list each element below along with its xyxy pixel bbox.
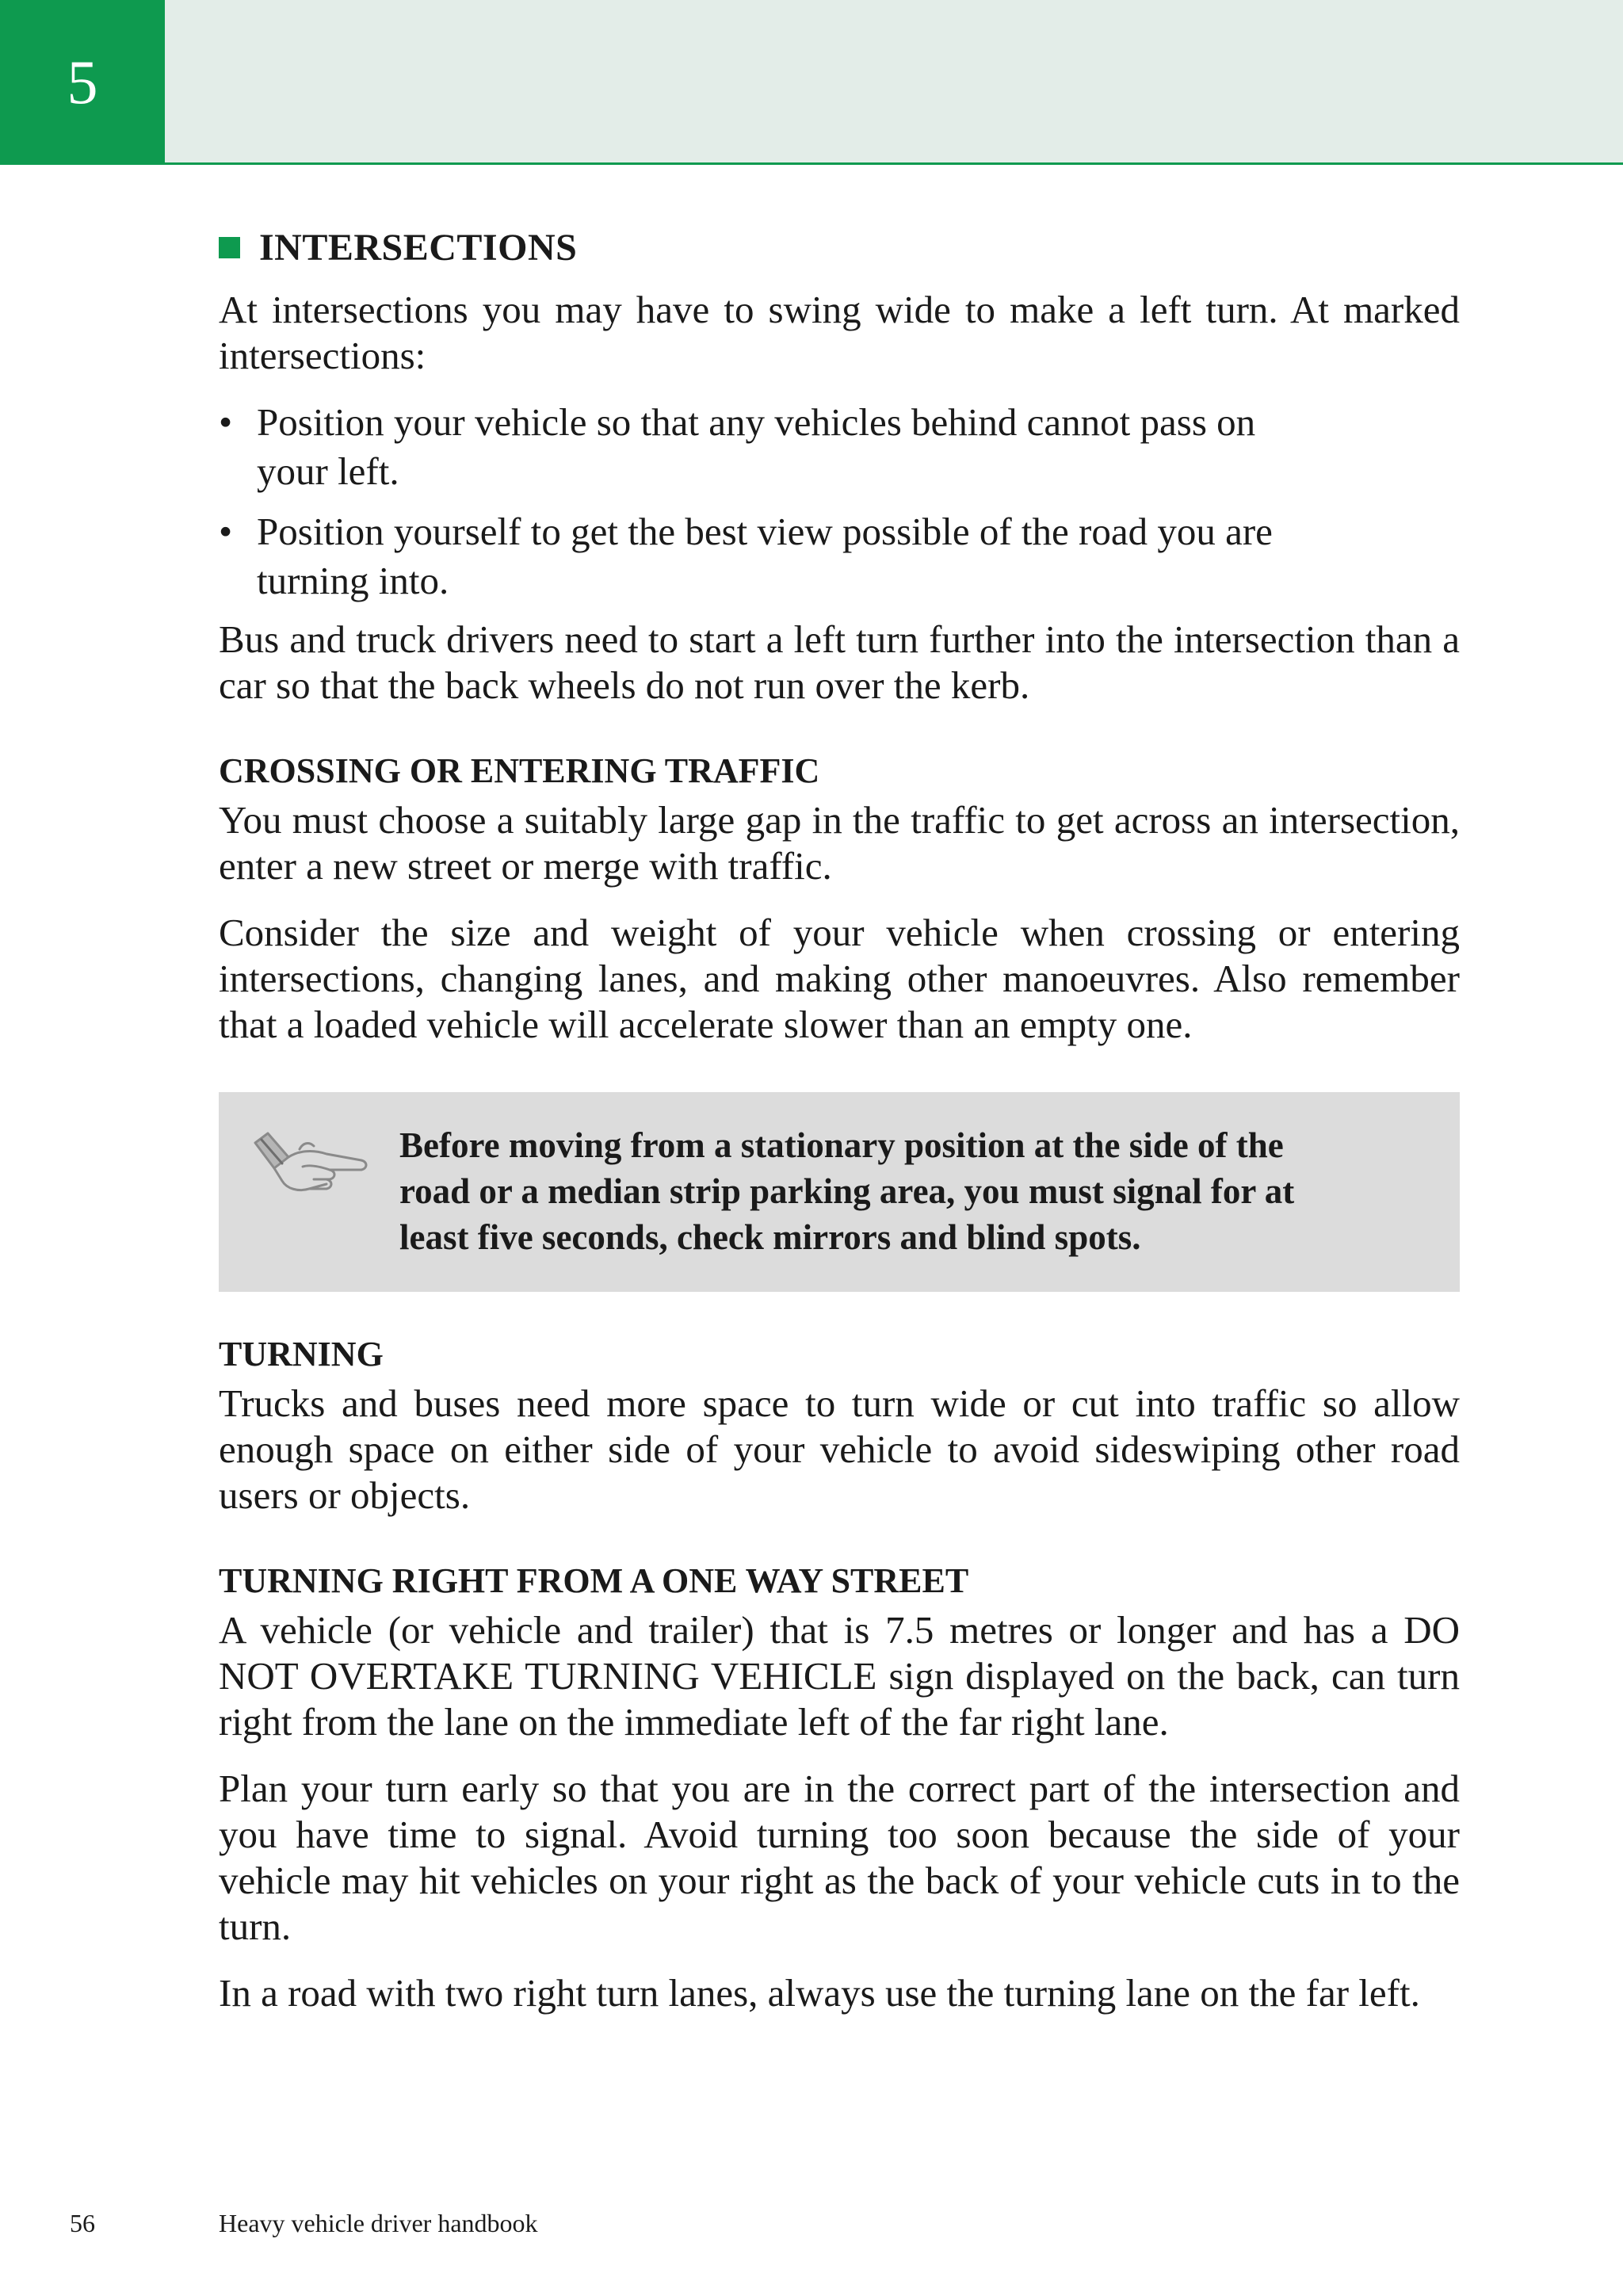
green-square-icon	[219, 237, 240, 258]
section-heading-text: INTERSECTIONS	[259, 227, 578, 269]
footer-title: Heavy vehicle driver handbook	[219, 2209, 538, 2237]
bullet-text: Position your vehicle so that any vehicles behind cannot pass on your left.	[257, 400, 1256, 493]
turning-paragraph: Trucks and buses need more space to turn wide or cut into traffic so allow enough space on either side of your vehicle to avoid sideswiping other road users or objects.	[219, 1381, 1460, 1517]
bullet-icon: •	[219, 510, 233, 553]
chapter-number: 5	[67, 48, 98, 117]
subheading-crossing: CROSSING OR ENTERING TRAFFIC	[219, 751, 820, 790]
pointing-hand-icon	[250, 1125, 369, 1213]
note-text: Before moving from a stationary position at the side of the road or a median strip parking area, you must signal for at least five seconds, check mirrors and blind spots.	[399, 1125, 1295, 1257]
bullet-text: Position yourself to get the best view possible of the road you are turning into.	[257, 510, 1273, 602]
page-content	[219, 226, 1460, 2016]
intersections-closing: Bus and truck drivers need to start a left turn further into the intersection than a car so that the back wheels do not run over the kerb.	[219, 617, 1460, 707]
list-item	[219, 507, 1273, 606]
intersections-bullet-list	[219, 398, 1273, 606]
page-number: 56	[70, 2209, 95, 2237]
chapter-number-tab	[0, 0, 165, 165]
one-way-paragraph-3: In a road with two right turn lanes, always use the turning lane on the far left.	[219, 1971, 1420, 2015]
bullet-icon: •	[219, 400, 233, 444]
crossing-paragraph-1: You must choose a suitably large gap in the traffic to get across an intersection, enter a new street or merge with traffic.	[219, 798, 1460, 888]
list-item	[219, 398, 1273, 496]
note-box	[219, 1092, 1460, 1292]
intersections-intro: At intersections you may have to swing wide to make a left turn. At marked intersections:	[219, 288, 1460, 377]
section-heading-intersections	[219, 226, 1460, 269]
subheading-one-way: TURNING RIGHT FROM A ONE WAY STREET	[219, 1561, 969, 1600]
one-way-paragraph-1: A vehicle (or vehicle and trailer) that is 7.5 metres or longer and has a DO NOT OVERTAKE TURNING VEHICLE sign displayed on the back, can turn right from the lane on the immediate left of the far right lane.	[219, 1608, 1460, 1744]
crossing-paragraph-2: Consider the size and weight of your vehicle when crossing or entering intersections, changing lanes, and making other manoeuvres. Also remember that a loaded vehicle will accelerate slower than an empty one.	[219, 911, 1460, 1046]
header-band	[0, 0, 1623, 165]
subheading-turning: TURNING	[219, 1335, 384, 1373]
one-way-paragraph-2: Plan your turn early so that you are in the correct part of the intersection and you have time to signal. Avoid turning too soon because the side of your vehicle may hit vehicles on your right as the back of your vehicle cuts in to the turn.	[219, 1767, 1460, 1948]
